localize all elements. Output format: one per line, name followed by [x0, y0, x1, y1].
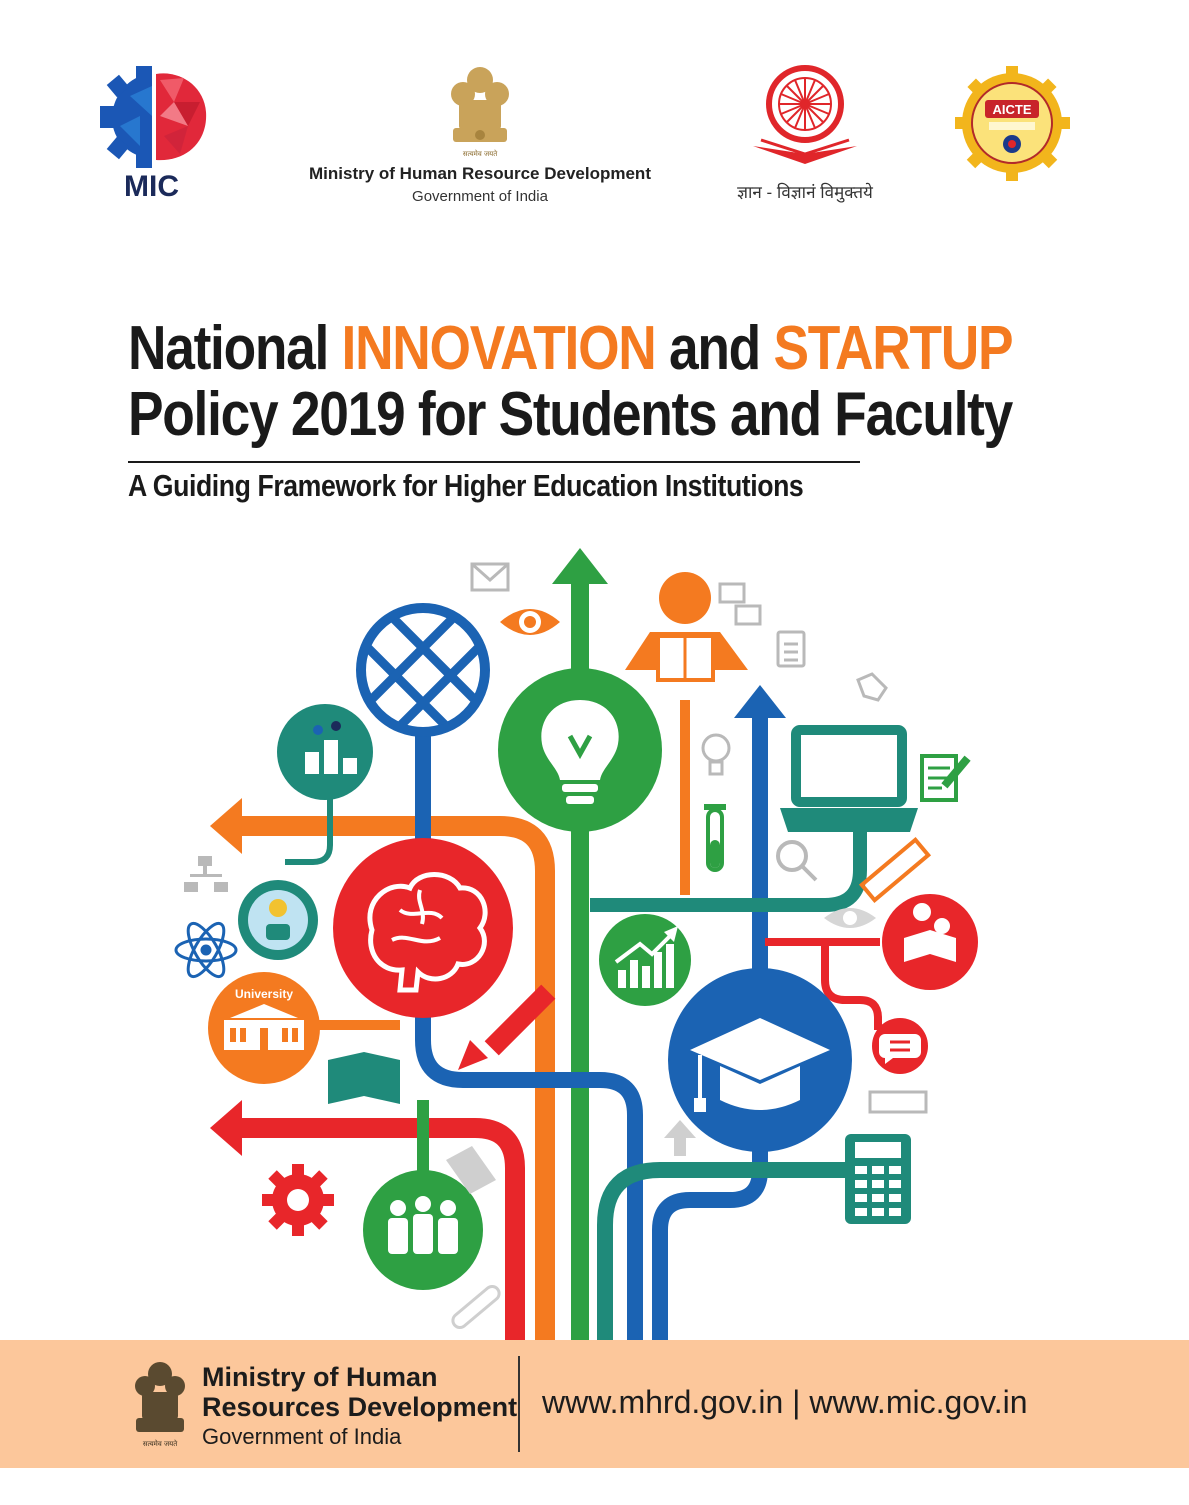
chart-icon	[599, 914, 691, 1006]
bulb-outline-icon	[703, 735, 729, 774]
atom-icon	[176, 919, 236, 982]
mhrd-subtitle: Government of India	[412, 188, 548, 205]
reading-people-icon	[882, 894, 978, 990]
book-icon	[328, 1052, 400, 1104]
footer-band	[0, 1340, 1189, 1468]
business-meeting-icon	[277, 704, 373, 800]
title-line-1	[128, 314, 1013, 383]
ashoka-emblem-icon	[445, 64, 515, 160]
chat-icon	[872, 1018, 928, 1074]
svg-text:सत्यमेव जयते: सत्यमेव जयते	[142, 1440, 178, 1448]
footer-divider	[518, 1356, 520, 1452]
title-word-national: National	[128, 314, 342, 383]
brain-icon	[333, 838, 513, 1018]
magnifier-icon	[778, 842, 816, 880]
university-label: University	[234, 987, 294, 1001]
aicte-badge-text: AICTE	[992, 102, 1032, 117]
document-subtitle: A Guiding Framework for Higher Education Institutions	[128, 468, 804, 503]
clipboard-icon	[778, 632, 804, 666]
thermometer-icon	[450, 1284, 502, 1331]
footer-government: Government of India	[202, 1424, 402, 1449]
mic-emblem-icon	[100, 66, 210, 206]
aicte-gear-icon	[955, 66, 1070, 181]
reader-icon	[625, 572, 748, 680]
people-icon	[363, 1170, 483, 1290]
notepad-icon	[922, 756, 971, 800]
aicte-logo	[955, 66, 1070, 181]
title-line-2: Policy 2019 for Students and Faculty	[128, 380, 1012, 449]
svg-text:सत्यमेव जयते: सत्यमेव जयते	[462, 150, 498, 158]
arrow-up-gray-icon	[664, 1120, 696, 1156]
footer-emblem-icon	[130, 1358, 190, 1450]
footer-ministry-line-1: Ministry of Human	[202, 1362, 438, 1392]
mic-logo	[100, 66, 210, 206]
mhrd-name: Ministry of Human Resource Development	[309, 164, 651, 183]
ruler-gray-icon	[870, 1092, 926, 1112]
title-word-and: and	[655, 314, 774, 383]
ruler-icon	[862, 840, 928, 900]
innovation-tree-svg	[160, 540, 1040, 1340]
footer-website-links[interactable]: www.mhrd.gov.in | www.mic.gov.in	[542, 1384, 1028, 1420]
document-title	[128, 314, 1068, 449]
title-word-startup: STARTUP	[773, 314, 1013, 383]
footer-ministry-line-2: Resources Development	[202, 1392, 518, 1422]
idea-person-icon	[238, 880, 318, 960]
monitors-icon	[720, 584, 760, 624]
university-icon	[208, 972, 320, 1084]
laptop-icon	[780, 730, 918, 832]
mhrd-logo	[280, 60, 680, 210]
mic-logo-text: MIC	[124, 170, 179, 203]
envelope-icon	[472, 564, 508, 590]
gear-icon	[262, 1164, 334, 1236]
graduation-cap-icon	[668, 968, 852, 1152]
lightbulb-icon	[498, 668, 662, 832]
calculator-icon	[845, 1134, 911, 1224]
eye-icon	[500, 609, 560, 635]
innovation-tree-illustration	[160, 540, 1040, 1340]
test-tube-icon	[704, 804, 726, 870]
network-icon	[184, 856, 228, 892]
ugc-motto: ज्ञान - विज्ञानं विमुक्तये	[737, 183, 873, 202]
hand-pointer-icon	[858, 674, 886, 700]
ugc-logo	[725, 64, 885, 214]
ugc-wheel-icon	[745, 64, 865, 174]
subtitle-divider	[128, 461, 860, 463]
title-word-innovation: INNOVATION	[341, 314, 656, 383]
